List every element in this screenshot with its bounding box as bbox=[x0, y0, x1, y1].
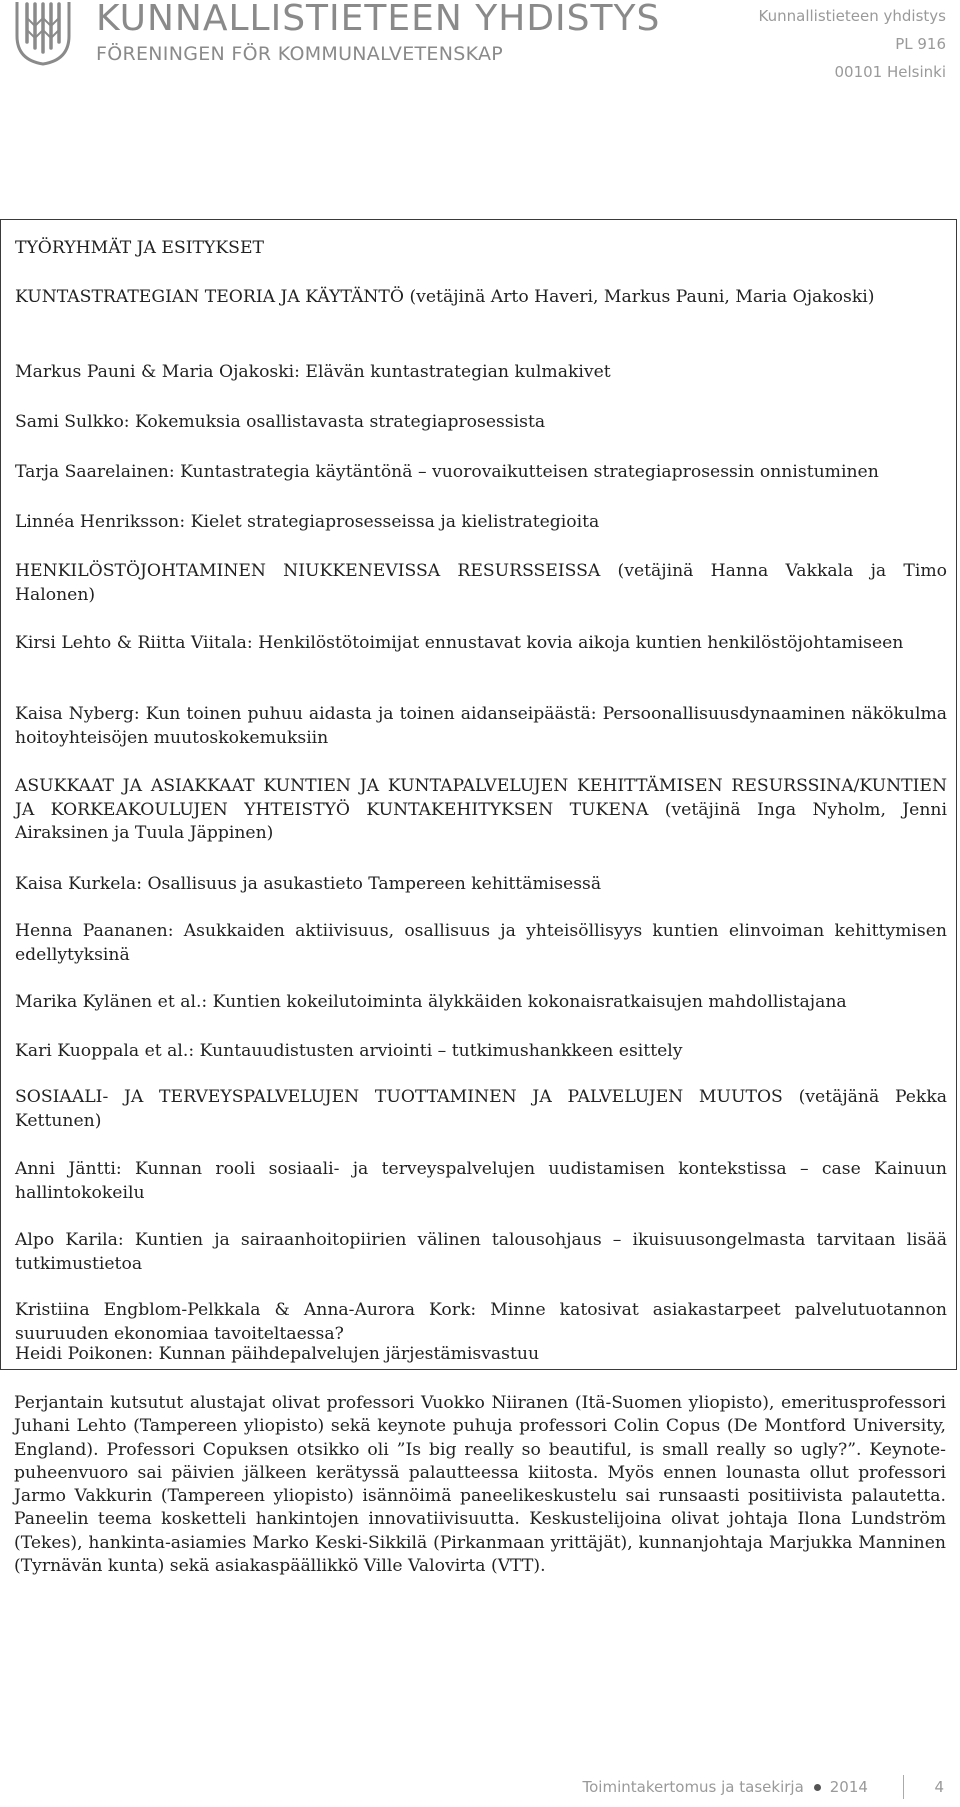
working-group-title: ASUKKAAT JA ASIAKKAAT KUNTIEN JA KUNTAPALVELUJEN KEHITTÄMISEN RESURSSINA/KUNTIEN JA KORKEAKOULUJEN YHTEISTYÖ KUNTAKEHITYKSEN TUKENA (vetäjinä Inga Nyholm, Jenni Airaksinen ja Tuula Jäppinen) bbox=[15, 776, 947, 843]
presentation-item: Kaisa Nyberg: Kun toinen puhuu aidasta ja toinen aidanseipäästä: Persoonallisuusdynaaminen näkökulma hoitoyhteisöjen muutoskokemuksiin bbox=[15, 704, 947, 748]
presentation-item: Marika Kylänen et al.: Kuntien kokeilutoiminta älykkäiden kokonaisratkaisujen mahdollistajana bbox=[15, 992, 847, 1012]
presentation-item: Heidi Poikonen: Kunnan päihdepalvelujen järjestämisvastuu bbox=[15, 1344, 540, 1364]
presentation-item: Markus Pauni & Maria Ojakoski: Elävän kuntastrategian kulmakivet bbox=[15, 362, 611, 382]
presentation-item: Kirsi Lehto & Riitta Viitala: Henkilöstötoimijat ennustavat kovia aikoja kuntien henkilöstöjohtamiseen bbox=[15, 633, 904, 653]
working-group-title: SOSIAALI- JA TERVEYSPALVELUJEN TUOTTAMINEN JA PALVELUJEN MUUTOS (vetäjänä Pekka Kettunen) bbox=[15, 1087, 947, 1131]
wheat-emblem-svg bbox=[14, 0, 72, 66]
footer-divider bbox=[903, 1775, 905, 1799]
organization-logo bbox=[96, 0, 660, 66]
page-footer bbox=[583, 1775, 960, 1799]
address-line-postal: 00101 Helsinki bbox=[834, 63, 946, 81]
working-group-title: KUNTASTRATEGIAN TEORIA JA KÄYTÄNTÖ (vetäjinä Arto Haveri, Markus Pauni, Maria Ojakoski) bbox=[15, 287, 875, 307]
presentation-item: Linnéa Henriksson: Kielet strategiaprosesseissa ja kielistrategioita bbox=[15, 512, 600, 532]
presentation-item: Kaisa Kurkela: Osallisuus ja asukastieto Tampereen kehittämisessä bbox=[15, 874, 602, 894]
working-group-title: HENKILÖSTÖJOHTAMINEN NIUKKENEVISSA RESURSSEISSA (vetäjinä Hanna Vakkala ja Timo Halonen) bbox=[15, 561, 947, 605]
presentation-item: Sami Sulkko: Kokemuksia osallistavasta strategiaprosessista bbox=[15, 412, 546, 432]
logo-subtitle: FÖRENINGEN FÖR KOMMUNALVETENSKAP bbox=[96, 43, 504, 65]
presentation-item: Kristiina Engblom-Pelkkala & Anna-Aurora Kork: Minne katosivat asiakastarpeet palvelutuotannon suuruuden ekonomiaa tavoiteltaessa? bbox=[15, 1300, 947, 1344]
footer-title: Toimintakertomus ja tasekirja bbox=[582, 1778, 804, 1796]
address-line-po-box: PL 916 bbox=[895, 35, 946, 53]
presentation-item: Tarja Saarelainen: Kuntastrategia käytäntönä – vuorovaikutteisen strategiaprosessin onnistuminen bbox=[15, 462, 879, 482]
presentation-item: Anni Jäntti: Kunnan rooli sosiaali- ja terveyspalvelujen uudistamisen kontekstissa – case Kainuun hallintokokeilu bbox=[15, 1159, 947, 1203]
address-block bbox=[759, 2, 946, 86]
address-line-organization: Kunnallistieteen yhdistys bbox=[758, 7, 946, 25]
section-heading: TYÖRYHMÄT JA ESITYKSET bbox=[15, 238, 264, 258]
body-paragraph: Perjantain kutsutut alustajat olivat professori Vuokko Niiranen (Itä-Suomen yliopisto), emeritusprofessori Juhani Lehto (Tampereen yliopisto) sekä keynote puhuja professori Colin Copus (De Montford University, England). Professori Copuksen otsikko oli ”Is big really so beautiful, is small really so ugly?”. Keynote-puheenvuoro sai päivien jälkeen kerätyssä palautteessa kiitosta. Myös ennen lounasta ollut professori Jarmo Vakkurin (Tampereen yliopisto) isännöimä paneelikeskustelu sai runsaasti positiivista palautetta. Paneelin teema kosketteli hankintojen innovatiivisuutta. Keskustelijoina olivat johtaja Ilona Lundström (Tekes), hankinta-asiamies Marko Keski-Sikkilä (Pirkanmaan yrittäjät), kunnanjohtaja Marjukka Manninen (Tyrnävän kunta) sekä asiakaspäällikkö Ville Valovirta (VTT). bbox=[14, 1393, 946, 1577]
presentation-item: Alpo Karila: Kuntien ja sairaanhoitopiirien välinen talousohjaus – ikuisuusongelmasta tarvitaan lisää tutkimustietoa bbox=[15, 1230, 947, 1274]
working-groups-box bbox=[0, 219, 957, 1370]
presentation-item: Kari Kuoppala et al.: Kuntauudistusten arviointi – tutkimushankkeen esittely bbox=[15, 1041, 683, 1061]
footer-year: 2014 bbox=[829, 1778, 868, 1796]
logo-title: KUNNALLISTIETEEN YHDISTYS bbox=[96, 0, 661, 39]
page-number: 4 bbox=[934, 1778, 944, 1796]
bullet-dot-icon bbox=[814, 1784, 821, 1791]
wheat-emblem-icon bbox=[14, 0, 72, 66]
presentation-item: Henna Paananen: Asukkaiden aktiivisuus, osallisuus ja yhteisöllisyys kuntien elinvoiman kehittymisen edellytyksinä bbox=[15, 921, 947, 965]
